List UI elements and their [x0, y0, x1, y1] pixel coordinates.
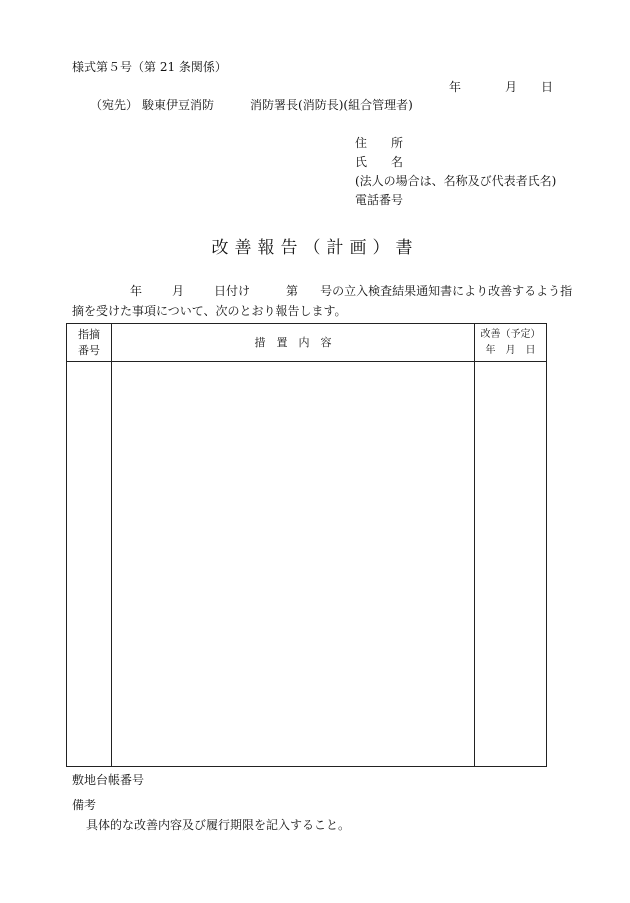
- applicant-corporate-note: (法人の場合は、名称及び代表者氏名): [355, 174, 557, 188]
- report-table: [66, 323, 547, 767]
- table-body-row: [67, 362, 547, 767]
- date-line: [449, 78, 553, 95]
- cell-improvement-date[interactable]: [475, 362, 547, 767]
- applicant-block: [355, 134, 556, 210]
- date-month: 月: [505, 80, 518, 94]
- recipient-org: 駿東伊豆消防: [142, 98, 215, 112]
- para-rest: 号の立入検査結果通知書により改善するよう指: [320, 284, 573, 298]
- date-day: 日: [541, 80, 554, 94]
- report-paragraph: [72, 281, 572, 321]
- applicant-name-label: 氏 名: [355, 155, 404, 169]
- para-month: 月: [172, 284, 185, 298]
- recipient-prefix: （宛先）: [90, 98, 139, 112]
- header-measures: 措 置 内 容: [112, 324, 475, 362]
- cell-measures[interactable]: [112, 362, 475, 767]
- para-year: 年: [130, 284, 143, 298]
- table-header-row: [67, 324, 547, 362]
- remarks-heading: 備考: [72, 798, 97, 812]
- applicant-phone-label: 電話番号: [355, 193, 404, 207]
- form-number: 様式第５号（第 21 条関係）: [72, 60, 227, 74]
- recipient-title: 消防署長(消防長)(組合管理者): [250, 98, 413, 112]
- document-title: 改善報告（計画）書: [211, 238, 419, 258]
- recipient-line: [90, 96, 413, 113]
- paragraph-line-1: [72, 281, 572, 301]
- header-improvement-date: 改善（予定） 年 月 日: [475, 324, 547, 362]
- para-number: 第: [286, 284, 299, 298]
- cell-finding-number[interactable]: [67, 362, 112, 767]
- remarks-text: 具体的な改善内容及び履行期限を記入すること。: [86, 818, 351, 832]
- applicant-address-label: 住 所: [355, 136, 404, 150]
- land-register-label: 敷地台帳番号: [72, 773, 145, 787]
- date-year: 年: [449, 80, 462, 94]
- paragraph-line-2: 摘を受けた事項について、次のとおり報告します。: [72, 304, 347, 318]
- header-finding-number: 指摘 番号: [67, 324, 112, 362]
- para-dated: 日付け: [214, 284, 251, 298]
